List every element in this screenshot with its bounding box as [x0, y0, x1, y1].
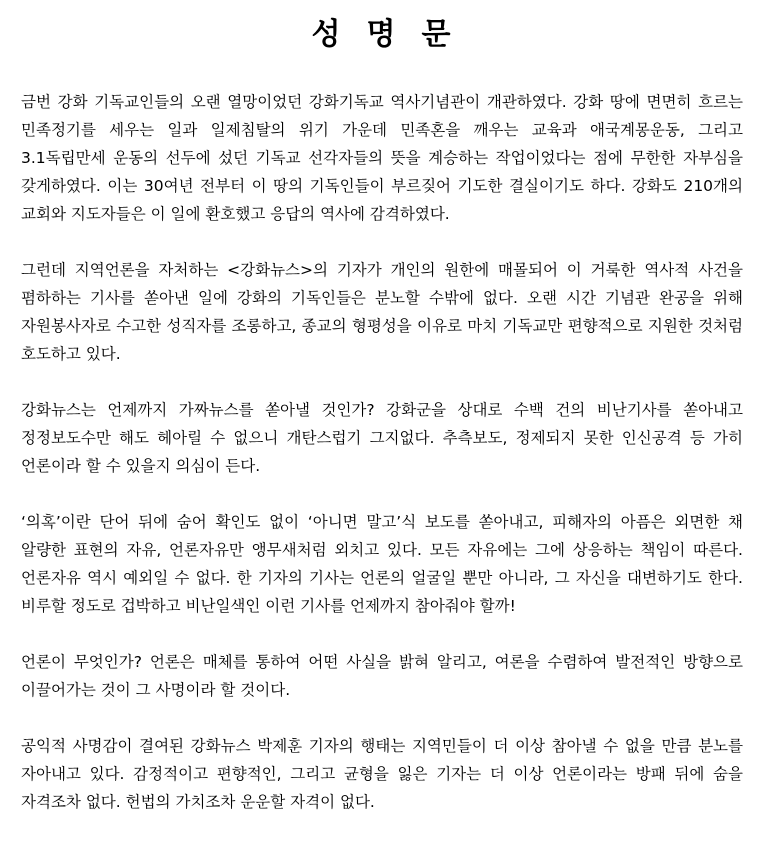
- document-body: [21, 88, 743, 844]
- paragraph-6: 공익적 사명감이 결여된 강화뉴스 박제훈 기자의 행태는 지역민들이 더 이상 참아낼 수 없을 만큼 분노를 자아내고 있다. 감정적이고 편향적인, 그리고 균형을 잃은 기자는 더 이상 언론이라는 방패 뒤에 숨을 자격조차 없다. 헌법의 가치조차 운운할 자격이 없다.: [21, 737, 743, 811]
- paragraph-5: 언론이 무엇인가? 언론은 매체를 통하여 어떤 사실을 밝혀 알리고, 여론을 수렴하여 발전적인 방향으로 이끌어가는 것이 그 사명이라 할 것이다.: [21, 653, 743, 699]
- paragraph-3: 강화뉴스는 언제까지 가짜뉴스를 쏟아낼 것인가? 강화군을 상대로 수백 건의 비난기사를 쏟아내고 정정보도수만 해도 헤아릴 수 없으니 개탄스럽기 그지없다. 추측보도, 정제되지 못한 인신공격 등 가히 언론이라 할 수 있을지 의심이 든다.: [21, 401, 743, 475]
- document-title: 성명문: [311, 17, 477, 52]
- paragraph-4: ‘의혹’이란 단어 뒤에 숨어 확인도 없이 ‘아니면 말고’식 보도를 쏟아내고, 피해자의 아픔은 외면한 채 알량한 표현의 자유, 언론자유만 앵무새처럼 외치고 있다. 모든 자유에는 그에 상응하는 책임이 따른다. 언론자유 역시 예외일 수 없다. 한 기자의 기사는 언론의 얼굴일 뿐만 아니라, 그 자신을 대변하기도 한다. 비루할 정도로 겁박하고 비난일색인 이런 기사를 언제까지 참아줘야 할까!: [21, 513, 743, 615]
- paragraph-2: 그런데 지역언론을 자처하는 <강화뉴스>의 기자가 개인의 원한에 매몰되어 이 거룩한 역사적 사건을 폄하하는 기사를 쏟아낸 일에 강화의 기독인들은 분노할 수밖에 없다. 오랜 시간 기념관 완공을 위해 자원봉사자로 수고한 성직자를 조롱하고, 종교의 형평성을 이유로 마치 기독교만 편향적으로 지원한 것처럼 호도하고 있다.: [21, 261, 743, 363]
- paragraph-1: 금번 강화 기독교인들의 오랜 열망이었던 강화기독교 역사기념관이 개관하였다. 강화 땅에 면면히 흐르는 민족정기를 세우는 일과 일제침탈의 위기 가운데 민족혼을 깨우는 교육과 애국계몽운동, 그리고 3.1독립만세 운동의 선두에 섰던 기독교 선각자들의 뜻을 계승하는 작업이었다는 점에 무한한 자부심을 갖게하였다. 이는 30여년 전부터 이 땅의 기독인들이 부르짖어 기도한 결실이기도 하다. 강화도 210개의 교회와 지도자들은 이 일에 환호했고 응답의 역사에 감격하였다.: [21, 93, 743, 223]
